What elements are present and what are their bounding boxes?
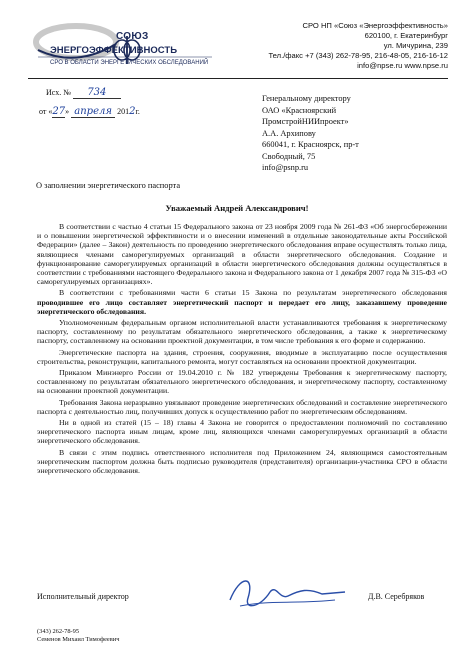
body-paragraph: В связи с этим подпись ответственного исполнителя под Приложением 24, являющимся самостоятельным энергетическим паспортом должна быть подписью руководителя (представителя) организации-участника СРО в области энергетического обследования. [37,447,447,476]
executor-name: Семенов Михаил Тимофеевич [37,636,120,644]
logo-union-text: СОЮЗ [116,31,149,42]
org-logo [28,20,218,75]
letter-subject: О заполнении энергетического паспорта [36,181,181,190]
org-phone: Тел./факс +7 (343) 262-78-95, 216-48-05, 216-16-12 [268,51,448,60]
recipient-line: Генеральному директору [262,94,351,103]
date-month: апреля [71,106,115,118]
body-bold-text: проводившее его лицо составляет энергетический паспорт и передает его лицу, заказавшему проведение энергетического обследования. [37,297,447,316]
handwritten-signature-icon [210,570,360,615]
letter-body [37,222,447,477]
recipient-line: А.А. Архипову [262,128,316,138]
executor-contact [37,628,119,645]
body-paragraph: В соответствии с частью 4 статьи 15 Федерального закона от 23 ноября 2009 года № 261-ФЗ «Об энергосбережении и о повышении энергетической эффективности и о внесении изменений в отдельные законодательные акты Российской Федерации» (далее – Закон) деятельность по проведению энергетического обследования вправе осуществлять только лица, являющиеся членами саморегулируемых организаций в области энергетического обследования. Создание и функционирование саморегулируемых организаций в области энергетического обследования должны осуществляться в соответствии с требованиями настоящего Федерального закона и Федерального закона от 1 декабря 2007 года № 315-ФЗ «О саморегулируемых организациях». [37,222,447,287]
signer-title: Исполнительный директор [37,592,129,601]
date-day: 27 [52,106,66,117]
header-divider [28,78,448,79]
letter-greeting: Уважаемый Андрей Александрович! [165,203,309,213]
recipient-line: ОАО «Красноярский [262,105,337,115]
signer-name: Д.В. Серебряков [368,592,425,601]
recipient-line: Свободный, 75 [262,151,316,161]
date-suffix: г. [135,107,140,116]
outgoing-number [46,87,121,99]
recipient-block [262,93,359,174]
org-email-web: info@npse.ru www.npse.ru [357,61,448,70]
recipient-line: ПромстройНИИпроект» [262,117,349,126]
outgoing-date [39,106,140,118]
logo-brand-text: ЭНЕРГОЭФФЕКТИВНОСТЬ [50,45,178,56]
org-name: СРО НП «Союз «Энергоэффективность» [302,21,448,30]
org-postal: 620100, г. Екатеринбург [364,31,448,40]
body-paragraph: Требования Закона неразрывно увязывают проведение энергетических обследований и составление энергетического паспорта с деятельностью лиц, получивших допуск к осуществлению работ по энергетическим обследованиям. [37,397,447,416]
org-street: ул. Мичурина, 239 [383,41,448,50]
date-year-hand: 2 [129,106,136,117]
logo-tagline: СРО В ОБЛАСТИ ЭНЕРГЕТИЧЕСКИХ ОБСЛЕДОВАНИЙ [50,60,209,66]
recipient-email: info@psnp.ru [262,163,309,172]
body-paragraph: Приказом Минэнерго России от 19.04.2010 г. № 182 утверждены Требования к энергетическому паспорту, составленному по результатам обязательного энергетического обследования, и энергетическому паспорту, составленному на основании проектной документации. [37,368,447,396]
body-paragraph: Ни в одной из статей (15 – 18) главы 4 Закона не говорится о предоставлении полномочий по составлению энергетического паспорта иным лицам, кроме лиц, являющихся членами саморегулируемых организаций в области энергетического обследования. [37,418,447,446]
date-prefix: от « [39,107,53,116]
body-paragraph: Уполномоченным федеральным органом исполнительной власти устанавливаются требования к энергетическому паспорту, составленному по результатам обязательного энергетического обследования, а также к энергетическому паспорту, составленному на основании проектной документации, в том числе требования к его форме и содержанию. [37,318,447,346]
executor-phone: (343) 262-78-95 [37,628,80,635]
outgoing-number-label: Исх. № [46,88,71,97]
recipient-line: 660041, г. Красноярск, пр-т [262,140,359,149]
outgoing-number-value: 734 [87,87,107,98]
body-paragraph [37,288,447,316]
date-quote: » [65,107,70,116]
body-paragraph: Энергетические паспорта на здания, строения, сооружения, вводимые в эксплуатацию после осуществления строительства, реконструкции, капитального ремонта, могут составляться на основании проектной документации. [37,347,447,366]
body-text: В соответствии с требованиями части 6 статьи 15 Закона по результатам энергетического обследования [59,288,447,298]
org-contacts [228,21,448,71]
date-year: 201 [117,107,130,116]
